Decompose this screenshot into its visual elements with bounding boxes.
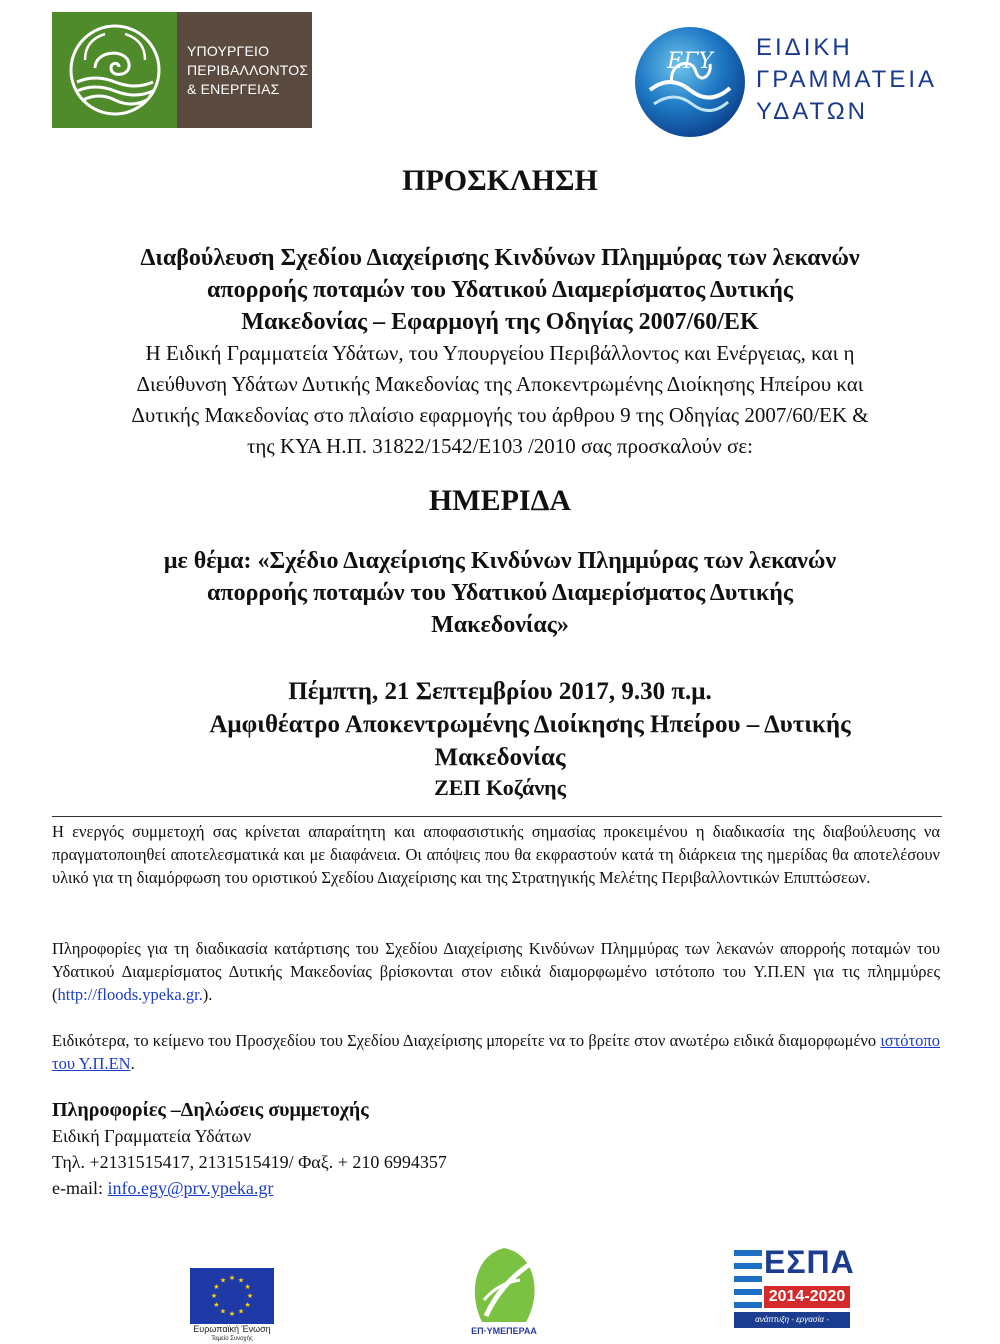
contact-email-row (52, 1175, 752, 1201)
event-topic-line: απορροής ποταμών του Υδατικού Διαμερίσματος Δυτικής (207, 580, 793, 606)
water-secretariat-line: ΥΔΑΤΩΝ (756, 98, 868, 125)
intro-line: Δυτικής Μακεδονίας στο πλαίσιο εφαρμογής του άρθρου 9 της Οδηγίας 2007/60/ΕΚ & (131, 403, 869, 427)
event-topic-line: Μακεδονίας» (431, 612, 569, 638)
participation-paragraph (52, 820, 940, 889)
svg-text:★: ★ (244, 1301, 251, 1309)
draft-plan-text-suffix: . (130, 1054, 135, 1073)
ministry-site-link[interactable]: ιστότοπο του Υ.Π.ΕΝ (52, 1031, 940, 1073)
participation-text: Η ενεργός συμμετοχή σας κρίνεται απαραίτητη και αποφασιστικής σημασίας προκειμένου η διαδικασία της διαβούλευσης να πραγματοποιηθεί αποτελεσματικά και με διαφάνεια. Οι απόψεις που θα εκφραστούν κατά τη διάρκεια της ημερίδας θα αποτελέσουν υλικό για τη διαμόρφωση του οριστικού Σχεδίου Διαχείρισης και της Στρατηγικής Μελέτης Περιβαλλοντικών Επιπτώσεων. (52, 822, 940, 887)
consultation-title-line: απορροής ποταμών του Υδατικού Διαμερίσματος Δυτικής (207, 277, 793, 303)
consultation-title-line: Διαβούλευση Σχεδίου Διαχείρισης Κινδύνων Πλημμύρας των λεκανών (140, 245, 860, 271)
intro-line: Διεύθυνση Υδάτων Δυτικής Μακεδονίας της Αποκεντρωμένης Διοίκησης Ηπείρου και (136, 372, 864, 396)
svg-text:★: ★ (244, 1283, 251, 1291)
water-secretariat-name (756, 32, 937, 128)
svg-text:★: ★ (246, 1292, 254, 1300)
intro-line: της ΚΥΑ Η.Π. 31822/1542/Ε103 /2010 σας προσκαλούν σε: (246, 434, 754, 458)
svg-text:★: ★ (237, 1307, 245, 1316)
information-paragraph (52, 937, 940, 1006)
water-secretariat-line: ΕΙΔΙΚΗ (756, 34, 853, 61)
espa-logo (734, 1244, 855, 1340)
intro-line: Η Ειδική Γραμματεία Υδάτων, του Υπουργείου Περιβάλλοντος και Ενέργειας, και η (145, 341, 855, 365)
event-venue-line: Μακεδονίας (434, 744, 566, 771)
svg-text:★: ★ (228, 1274, 236, 1282)
floods-site-link[interactable]: http://floods.ypeka.gr. (57, 985, 203, 1004)
intro-text (40, 338, 960, 462)
information-text (52, 937, 940, 1006)
eu-logo (190, 1268, 274, 1340)
draft-plan-text-body: Ειδικότερα, το κείμενο του Προσχεδίου του Σχεδίου Διαχείρισης μπορείτε να το βρείτε στον ανωτέρω ειδικά διαμορφωμένο (52, 1031, 881, 1050)
eu-caption-main: Ευρωπαϊκή Ένωση (193, 1324, 271, 1334)
espa-years: 2014-2020 (764, 1286, 850, 1308)
espa-title: ΕΣΠΑ (764, 1244, 855, 1280)
eu-caption (190, 1324, 274, 1344)
ministry-emblem-icon (52, 12, 177, 128)
contact-organization: Ειδική Γραμματεία Υδάτων (52, 1126, 252, 1146)
event-datetime: Πέμπτη, 21 Σεπτεμβρίου 2017, 9.30 π.μ. (288, 678, 712, 705)
ministry-name-line: ΠΕΡΙΒΑΛΛΟΝΤΟΣ (187, 61, 309, 78)
svg-text:★: ★ (219, 1276, 227, 1285)
event-location: ΖΕΠ Κοζάνης (434, 775, 566, 800)
svg-text:★: ★ (219, 1307, 227, 1316)
contact-email-label: e-mail: (52, 1178, 108, 1198)
event-title: ΗΜΕΡΙΔΑ (428, 484, 572, 517)
contact-block (52, 1097, 752, 1201)
ep-logo (466, 1244, 542, 1340)
event-topic (40, 545, 960, 641)
contact-title: Πληροφορίες –Δηλώσεις συμμετοχής (52, 1099, 369, 1121)
espa-motto: ανάπτυξη - εργασία - αλληλεγγύη (734, 1312, 850, 1328)
information-text-suffix: ). (202, 985, 213, 1004)
ep-leaf-icon (466, 1244, 542, 1326)
event-details (40, 675, 960, 802)
eu-flag-icon (190, 1268, 274, 1324)
draft-plan-text (52, 1029, 940, 1075)
information-text-body: Πληροφορίες για τη διαδικασία κατάρτισης του Σχεδίου Διαχείρισης Κινδύνων Πλημμύρας των λεκανών απορροής ποταμών του Υδατικού Διαμερίσματος Δυτικής Μακεδονίας βρίσκονται στον ειδικά διαμορφωμένο ιστότοπο του Υ.Π.ΕΝ για τις πλημμύρες ( (52, 939, 940, 1004)
consultation-title (40, 242, 960, 338)
water-secretariat-line: ΓΡΑΜΜΑΤΕΙΑ (756, 66, 938, 93)
svg-text:★: ★ (213, 1283, 220, 1291)
contact-phones: Τηλ. +2131515417, 2131515419/ Φαξ. + 210 6994357 (52, 1152, 447, 1172)
ministry-name-line: ΥΠΟΥΡΓΕΙΟ (187, 42, 270, 59)
svg-text:★: ★ (213, 1301, 220, 1309)
ministry-name-line: & ΕΝΕΡΓΕΙΑΣ (187, 80, 280, 97)
draft-plan-paragraph (52, 1029, 940, 1075)
eu-caption-sub: Ταμείο Συνοχής (211, 1336, 253, 1342)
ministry-logo (52, 12, 312, 128)
section-divider (52, 816, 942, 817)
svg-text:★: ★ (237, 1276, 245, 1285)
svg-text:★: ★ (228, 1310, 236, 1318)
consultation-title-line: Μακεδονίας – Εφαρμογή της Οδηγίας 2007/60/ΕΚ (241, 309, 759, 335)
event-topic-line: με θέμα: «Σχέδιο Διαχείρισης Κινδύνων Πλημμύρας των λεκανών (163, 548, 837, 574)
water-emblem-icon (632, 24, 748, 140)
contact-email-link[interactable]: info.egy@prv.ypeka.gr (107, 1178, 274, 1198)
greek-flag-icon (734, 1250, 762, 1308)
water-logo-mark: ΕΓΥ (667, 49, 713, 74)
invitation-title: ΠΡΟΣΚΛΗΣΗ (402, 164, 598, 197)
ep-label: ΕΠ·ΥΜΕΠΕΡΑΑ (471, 1326, 537, 1336)
water-secretariat-logo (632, 24, 952, 140)
svg-text:★: ★ (210, 1292, 218, 1300)
event-venue-line: Αμφιθέατρο Αποκεντρωμένης Διοίκησης Ηπείρου – Δυτικής (209, 711, 851, 738)
ministry-name (177, 12, 312, 128)
